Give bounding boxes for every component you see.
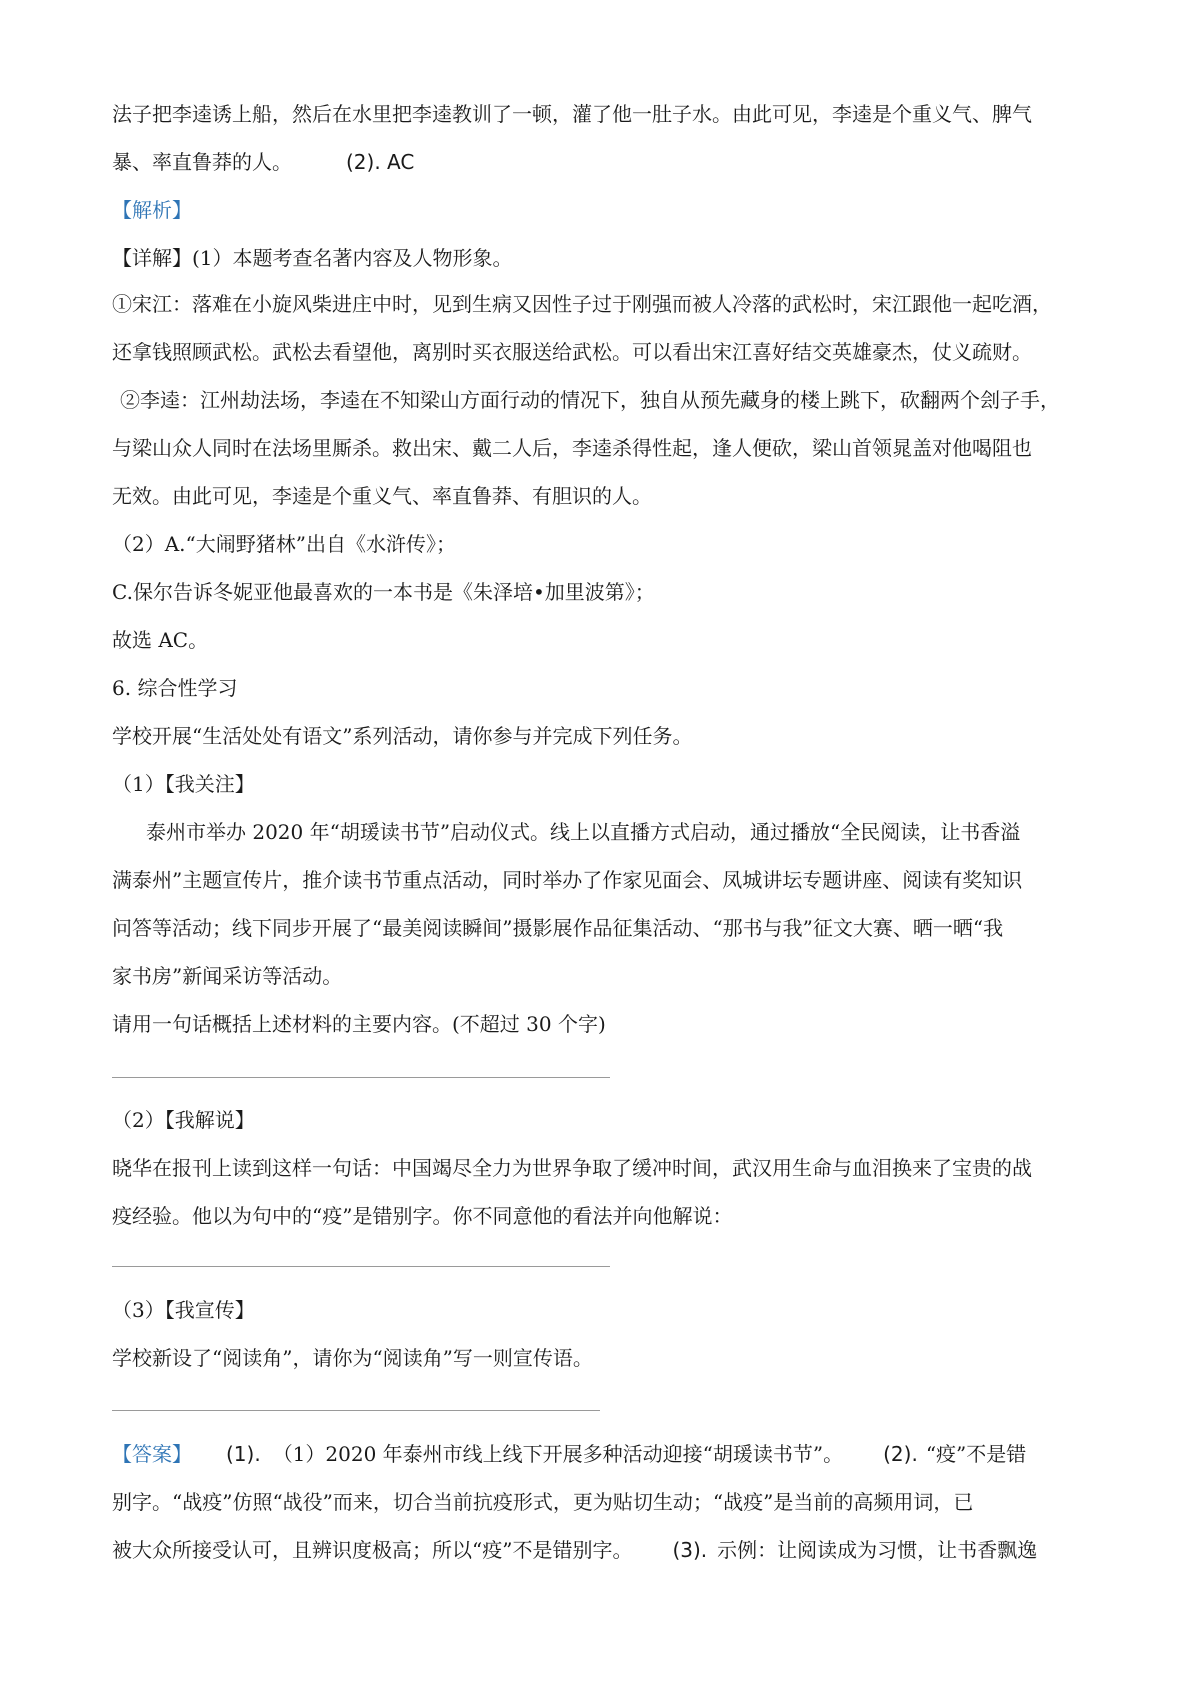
subquestion-heading: （2）【我解说】	[112, 1108, 255, 1132]
paragraph-line: 还拿钱照顾武松。武松去看望他，离别时买衣服送给武松。可以看出宋江喜好结交英雄豪杰，仗义疏财。	[112, 340, 1032, 364]
paragraph-line: 与梁山众人同时在法场里厮杀。救出宋、戴二人后，李逵杀得性起，逢人便砍，梁山首领晁盖对他喝阻也	[112, 436, 1032, 460]
paragraph-line: ①宋江：落难在小旋风柴进庄中时，见到生病又因性子过于刚强而被人冷落的武松时，宋江跟他一起吃酒，	[112, 292, 1052, 316]
answer-line	[112, 148, 414, 176]
paragraph-line: C.保尔告诉冬妮亚他最喜欢的一本书是《朱泽培•加里波第》；	[112, 580, 655, 604]
answer-text: “疫”不是错	[925, 1442, 1027, 1466]
answer-label: 【答案】	[112, 1442, 192, 1466]
prompt-line: 请用一句话概括上述材料的主要内容。(不超过 30 个字)	[112, 1012, 606, 1036]
paragraph-line: 疫经验。他以为句中的“疫”是错别字。你不同意他的看法并向他解说：	[112, 1204, 733, 1228]
answer-number: (2).	[883, 1442, 918, 1466]
answer-blank-line	[112, 1077, 610, 1078]
subquestion-heading: （1）【我关注】	[112, 772, 255, 796]
material-line: 家书房”新闻采访等活动。	[112, 964, 343, 988]
paragraph-line: 无效。由此可见，李逵是个重义气、率直鲁莽、有胆识的人。	[112, 484, 652, 508]
subquestion-heading: （3）【我宣传】	[112, 1298, 255, 1322]
answer-text: 暴、率直鲁莽的人。	[112, 150, 292, 174]
detail-heading: 【详解】(1）本题考查名著内容及人物形象。	[112, 246, 513, 270]
answer-number: (1).	[226, 1442, 261, 1466]
answer-text: （1）2020 年泰州市线上线下开展多种活动迎接“胡瑗读书节”。	[272, 1442, 844, 1466]
answer-text: 示例：让阅读成为习惯，让书香飘逸	[717, 1538, 1038, 1562]
answer-line	[112, 1440, 1026, 1468]
answer-line: 法子把李逵诱上船，然后在水里把李逵教训了一顿，灌了他一肚子水。由此可见，李逵是个重义气、脾气	[112, 102, 1032, 126]
material-line: 泰州市举办 2020 年“胡瑗读书节”启动仪式。线上以直播方式启动，通过播放“全民阅读，让书香溢	[146, 820, 1021, 844]
answer-blank-line	[112, 1266, 610, 1267]
material-line: 问答等活动；线下同步开展了“最美阅读瞬间”摄影展作品征集活动、“那书与我”征文大赛、晒一晒“我	[112, 916, 1004, 940]
answer-option: (2). AC	[346, 150, 415, 174]
paragraph-line: ②李逵：江州劫法场，李逵在不知梁山方面行动的情况下，独自从预先藏身的楼上跳下，砍翻两个刽子手，	[120, 388, 1060, 412]
paragraph-line: （2）A.“大闹野猪林”出自《水浒传》；	[112, 532, 456, 556]
prompt-line: 学校新设了“阅读角”，请你为“阅读角”写一则宣传语。	[112, 1346, 593, 1370]
question-title: 6. 综合性学习	[112, 676, 238, 700]
analysis-heading: 【解析】	[112, 198, 192, 222]
paragraph-line: 晓华在报刊上读到这样一句话：中国竭尽全力为世界争取了缓冲时间，武汉用生命与血泪换来了宝贵的战	[112, 1156, 1032, 1180]
paragraph-line: 故选 AC。	[112, 628, 209, 652]
question-intro: 学校开展“生活处处有语文”系列活动，请你参与并完成下列任务。	[112, 724, 693, 748]
answer-line: 别字。“战疫”仿照“战役”而来，切合当前抗疫形式，更为贴切生动；“战疫”是当前的高频用词，已	[112, 1490, 974, 1514]
answer-number: (3).	[672, 1538, 708, 1562]
material-line: 满泰州”主题宣传片，推介读书节重点活动，同时举办了作家见面会、凤城讲坛专题讲座、阅读有奖知识	[112, 868, 1023, 892]
answer-line	[112, 1536, 1037, 1564]
answer-text: 被大众所接受认可，且辨识度极高；所以“疫”不是错别字。	[112, 1538, 633, 1562]
answer-blank-line	[112, 1410, 600, 1411]
